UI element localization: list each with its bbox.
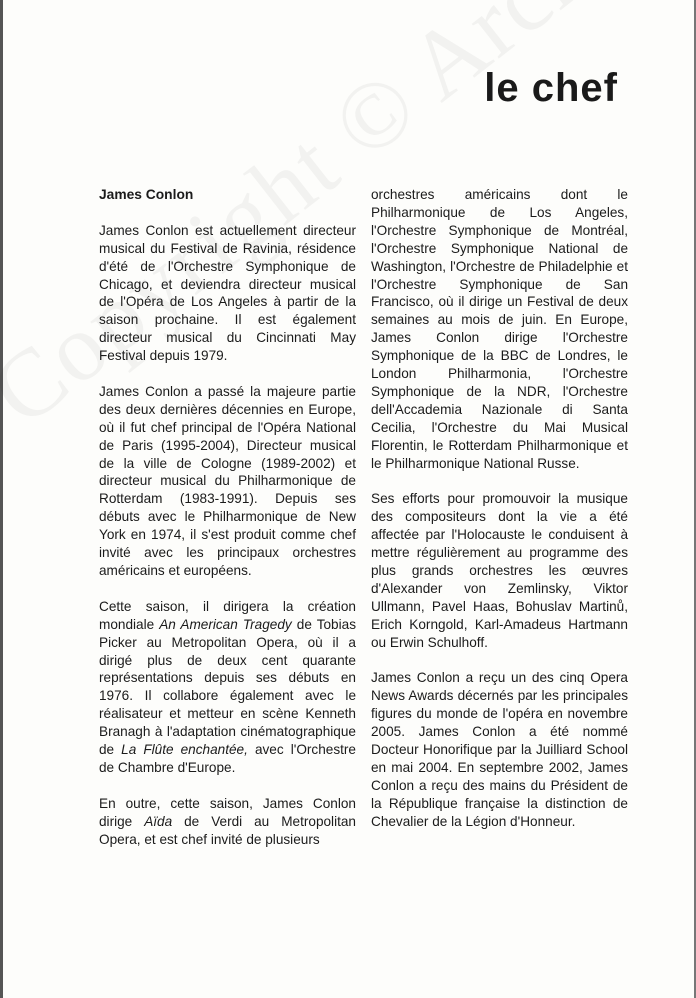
- paragraph: James Conlon est actuellement directeur musical du Festival de Ravinia, résidence d'été de l'Orchestre Symphonique de Chicago, et deviendra directeur musical de l'Opéra de Los Angeles à partir de la saison prochaine. Il est également directeur musical du Cincinnati May Festival depuis 1979.: [99, 222, 356, 364]
- work-title: An American Tragedy: [159, 616, 292, 632]
- paragraph-text: de Verdi au Metropolitan Opera, et est chef invité de plusieurs: [99, 813, 356, 847]
- paragraph: orchestres américains dont le Philharmonique de Los Angeles, l'Orchestre Symphonique de Montréal, l'Orchestre Symphonique National de Washington, l'Orchestre de Philadelphie et l'Orchestre Symphonique de San Francisco, où il dirige un Festival de deux semaines au mois de juin. En Europe, James Conlon dirige l'Orchestre Symphonique de la BBC de Londres, le London Philharmonia, l'Orchestre Symphonique de la NDR, l'Orchestre dell'Accademia Nazionale di Santa Cecilia, l'Orchestre du Mai Musical Florentin, le Rotterdam Philharmonique et le Philharmonique National Russe.: [371, 187, 628, 471]
- work-title: La Flûte enchantée,: [121, 742, 248, 758]
- paragraph: Ses efforts pour promouvoir la musique des compositeurs dont la vie a été affectée par l'Holocauste le conduisent à mettre régulièrement au programme des plus grands orchestres les œuvres d'Alexander von Zemlinsky, Viktor Ullmann, Pavel Haas, Bohuslav Martinů, Erich Korngold, Karl-Amadeus Hartmann ou Erwin Schulhoff.: [371, 491, 628, 650]
- paragraph: [99, 598, 356, 777]
- paragraph: James Conlon a passé la majeure partie des deux dernières décennies en Europe, où il fut chef principal de l'Opéra National de Paris (1995-2004), Directeur musical de la ville de Cologne (1989-2002) et directeur musical du Philharmonique de Rotterdam (1983-1991). Depuis ses débuts avec le Philharmonique de New York en 1974, il s'est produit comme chef invité avec les principaux orchestres américains et européens.: [99, 383, 356, 578]
- scan-edge-left: [0, 0, 3, 998]
- text-column-left: [99, 186, 356, 866]
- paragraph-text: En outre, cette saison, James Conlon dirige: [99, 795, 356, 829]
- paragraph-text: de Tobias Picker au Metropolitan Opera, où il a dirigé plus de deux cent quarante représentations depuis ses débuts en 1976. Il collabore également avec le réalisateur et metteur en scène Kenneth Branagh à l'adaptation cinématographique de: [99, 616, 356, 758]
- section-title: le chef: [484, 66, 618, 110]
- work-title: Aïda: [144, 813, 173, 829]
- paragraph-text: avec l'Orchestre de Chambre d'Europe.: [99, 742, 356, 775]
- paragraph: [99, 795, 356, 849]
- text-column-right: [371, 186, 628, 848]
- paragraph: James Conlon a reçu un des cinq Opera News Awards décernés par les principales figures du monde de l'opéra en novembre 2005. James Conlon a été nommé Docteur Honorifique par la Juilliard School en mai 2004. En septembre 2002, James Conlon a reçu des mains du Président de la République française la distinction de Chevalier de la Légion d'Honneur.: [371, 670, 628, 829]
- author-heading: James Conlon: [99, 187, 194, 202]
- paragraph-text: Cette saison, il dirigera la création mondiale: [99, 598, 356, 632]
